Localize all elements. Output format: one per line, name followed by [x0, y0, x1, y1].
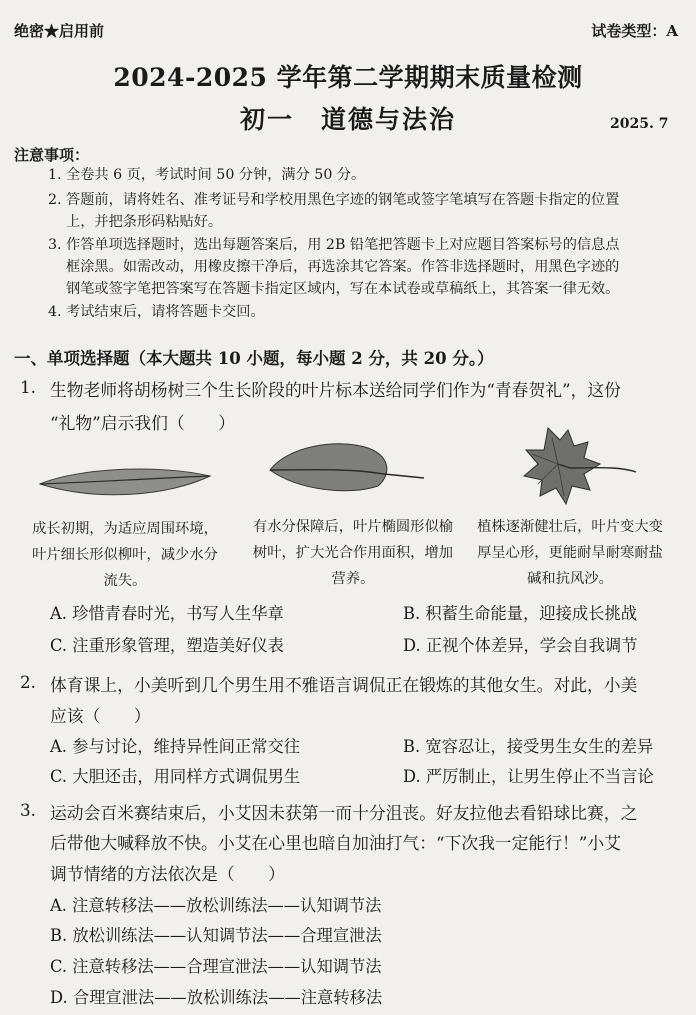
- option-b[interactable]: B. 放松训练法——认知调节法——合理宣泄法: [50, 926, 382, 945]
- option-c[interactable]: C. 注意转移法——合理宣泄法——认知调节法: [50, 957, 382, 976]
- leaf-caption: 成长初期，为适应周围环境，叶片细长形似柳叶，减少水分流失。: [32, 521, 218, 589]
- confidential-label: 绝密★启用前: [14, 22, 105, 40]
- maple-leaf-icon: [508, 424, 638, 516]
- notice-line: 钢笔或签字笔把答案写在答题卡指定区域内，写在本试卷或草稿纸上，其答案一律无效。: [66, 281, 620, 297]
- question-stem: 应该（ ）: [50, 706, 151, 726]
- section-title: 一、单项选择题（本大题共 10 小题，每小题 2 分，共 20 分。）: [14, 349, 494, 368]
- question-number: 1.: [20, 377, 37, 397]
- leaf-caption: 植株逐渐健壮后，叶片变大变厚呈心形，更能耐旱耐寒耐盐碱和抗风沙。: [477, 519, 663, 587]
- question-stem: 体育课上，小美听到几个男生用不雅语言调侃正在锻炼的其他女生。对此，小美: [50, 675, 638, 695]
- question-stem: “礼物”启示我们（ ）: [50, 413, 235, 433]
- exam-subtitle: 初一 道德与法治: [239, 105, 456, 134]
- option-d[interactable]: D. 正视个体差异，学会自我调节: [403, 636, 638, 655]
- option-a[interactable]: A. 珍惜青春时光，书写人生华章: [50, 604, 284, 623]
- notice-line: 框涂黑。如需改动，用橡皮擦干净后，再选涂其它答案。作答非选择题时，用黑色字迹的: [66, 259, 620, 275]
- notice-line: 2. 答题前，请将姓名、准考证号和学校用黑色字迹的钢笔或签字笔填写在答题卡指定的位置: [48, 192, 620, 208]
- willow-leaf-icon: [38, 462, 218, 508]
- notice-line: 上，并把条形码粘贴好。: [66, 214, 223, 230]
- option-c[interactable]: C. 大胆还击，用同样方式调侃男生: [50, 767, 301, 786]
- question-stem: 运动会百米赛结束后，小艾因未获第一而十分沮丧。好友拉他去看铅球比赛，之: [50, 803, 638, 823]
- question-stem: 生物老师将胡杨树三个生长阶段的叶片标本送给同学们作为“青春贺礼”，这份: [50, 380, 621, 400]
- exam-date: 2025. 7: [610, 116, 669, 132]
- question-stem: 后带他大喊释放不快。小艾在心里也暗自加油打气：“下次我一定能行！”小艾: [50, 833, 621, 853]
- notice-heading: 注意事项：: [14, 146, 90, 164]
- paper-type-label: 试卷类型：A: [591, 22, 678, 40]
- leaf-caption: 有水分保障后，叶片椭圆形似榆树叶，扩大光合作用面积，增加营养。: [252, 519, 454, 587]
- option-b[interactable]: B. 积蓄生命能量，迎接成长挑战: [403, 604, 637, 623]
- option-b[interactable]: B. 宽容忍让，接受男生女生的差异: [403, 737, 654, 756]
- notice-line: 3. 作答单项选择题时，选出每题答案后，用 2B 铅笔把答题卡上对应题目答案标号的信息点: [48, 237, 620, 253]
- question-number: 3.: [20, 800, 37, 820]
- option-a[interactable]: A. 参与讨论，维持异性间正常交往: [50, 737, 301, 756]
- exam-title: 2024-2025 学年第二学期期末质量检测: [113, 63, 583, 92]
- notice-line: 1. 全卷共 6 页，考试时间 50 分钟，满分 50 分。: [48, 167, 366, 183]
- notice-line: 4. 考试结束后，请将答题卡交回。: [48, 304, 265, 320]
- question-number: 2.: [20, 672, 37, 692]
- question-stem: 调节情绪的方法依次是（ ）: [50, 864, 285, 884]
- option-a[interactable]: A. 注意转移法——放松训练法——认知调节法: [50, 896, 382, 915]
- option-d[interactable]: D. 合理宣泄法——放松训练法——注意转移法: [50, 988, 383, 1007]
- option-c[interactable]: C. 注重形象管理，塑造美好仪表: [50, 636, 284, 655]
- oval-leaf-icon: [268, 436, 428, 496]
- option-d[interactable]: D. 严厉制止，让男生停止不当言论: [403, 767, 654, 786]
